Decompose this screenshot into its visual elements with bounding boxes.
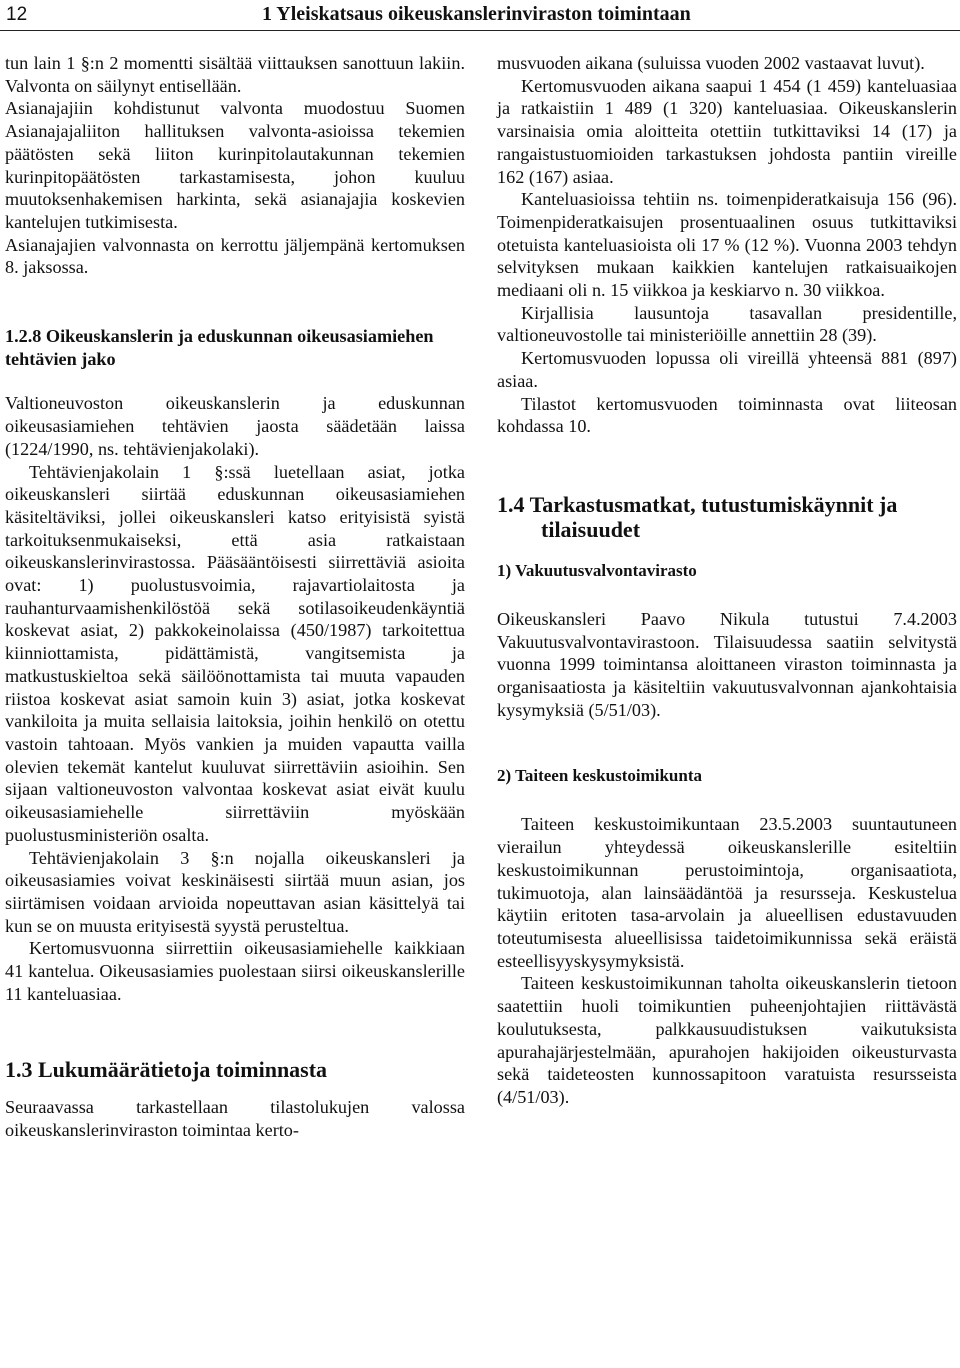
paragraph: Asianajajiin kohdistunut valvonta muodostuu Suomen Asianajajaliiton hallituksen valvonta-asioissa tekemien päätösten sekä liiton kurinpitolautakunnan tekemien kurinpitopäätösten tarkastamisesta, johon kuuluu muutoksenhakemisen harkinta, sekä asianajajia koskevien kantelujen tutkimisesta. — [5, 98, 465, 232]
paragraph: Kertomusvuonna siirrettiin oikeusasiamiehelle kaikkiaan 41 kantelua. Oikeusasiamies puolestaan siirsi oikeuskanslerille 11 kanteluasiaa. — [5, 938, 465, 1004]
paragraph: Kirjallisia lausuntoja tasavallan presidentille, valtioneuvostolle tai ministeriöille annettiin 28 (39). — [497, 302, 957, 346]
paragraph: Tilastot kertomusvuoden toiminnasta ovat liiteosan kohdassa 10. — [497, 393, 957, 437]
paragraph: Seuraavassa tarkastellaan tilastolukujen valossa oikeuskanslerinviraston toimintaa kerto- — [5, 1097, 465, 1141]
page-number: 12 — [6, 4, 28, 25]
subsection-heading-taiteen-keskustoimikunta: 2) Taiteen keskustoimikunta — [497, 766, 702, 786]
right-column — [497, 52, 957, 1109]
subsection-heading-vakuutusvalvontavirasto: 1) Vakuutusvalvontavirasto — [497, 560, 697, 580]
section-heading-1-2-8: 1.2.8 Oikeuskanslerin ja eduskunnan oikeusasiamiehen tehtävien jako — [5, 326, 434, 369]
paragraph: Asianajajien valvonnasta on kerrottu jäljempänä kertomuksen 8. jaksossa. — [5, 234, 465, 278]
page-header — [0, 0, 960, 31]
paragraph: Tehtävienjakolain 3 §:n nojalla oikeuskansleri ja oikeusasiamies voivat keskinäisesti siirtää muun asian, jos siirtämisen voidaan arvioida nopeuttavan asian käsittelyä tai kun se on muusta erityisestä syystä perusteltua. — [5, 847, 465, 936]
paragraph: Taiteen keskustoimikuntaan 23.5.2003 suuntautuneen vierailun yhteydessä oikeuskanslerille esiteltiin keskustoimikunnan perustoimintoja, organisaatiota, tukimuotoja, alan lainsäädäntöä ja resursseja. Keskustelua käytiin eritoten tasa-arvolain ja alueellisen edustavuuden toteutumisesta alueellisissa taidetoimikunnissa sekä eräistä esteellisyyskysymyksistä. — [497, 814, 957, 971]
paragraph: Oikeuskansleri Paavo Nikula tutustui 7.4.2003 Vakuutusvalvontavirastoon. Tilaisuudessa saatiin selvitystä vuonna 1999 toimintansa aloittaneen viraston toiminnasta ja organisaatiosta ja käsiteltiin vakuutusvalvonnan ajankohtaisia kysymyksiä (5/51/03). — [497, 608, 957, 720]
paragraph: Tehtävienjakolain 1 §:ssä luetellaan asiat, jotka oikeuskansleri siirtää eduskunnan oikeusasiamiehen käsiteltäviksi, jollei oikeuskansleri katso erityisistä syistä tarkoituksenmukaiseksi, että asia ratkaistaan oikeuskanslerinvirastossa. Pääsääntöisesti siirrettäviä asioita ovat: 1) puolustusvoimia, rajavartiolaitosta ja rauhanturvaamishenkilöstöä sekä sotilasoikeudenkäyntiä koskevat asiat, 2) pakkokeinolaissa (450/1987) tarkoitettua kiinniottamista, pidättämistä, vangitsemista ja matkustuskieltoa sekä säilöönottamista tai muuta vapauden riistoa koskevat asiat samoin kuin 3) asiat, jotka koskevat vankiloita ja muita sellaisia laitoksia, joihin henkilö on otettu vastoin tahtoaan. Myös vankien ja muiden vapautta vailla olevien tekemät kantelut kuuluvat siirrettäviin asioihin. Sen sijaan valtioneuvoston valvontaa koskevat asiat eivät kuulu oikeusasiamiehelle siirrettäviin myöskään puolustusministeriön osalta. — [5, 461, 465, 845]
section-heading-1-3: 1.3 Lukumäärätietoja toiminnasta — [5, 1057, 328, 1083]
paragraph: Kertomusvuoden aikana saapui 1 454 (1 459) kanteluasiaa ja ratkaistiin 1 489 (1 320) kanteluasiaa. Oikeuskanslerin varsinaisia omia aloitteita otettiin tutkittaviksi 14 (17) ja rangaistustuomioiden tarkastuksen johdosta pantiin vireille 162 (167) asiaa. — [497, 75, 957, 187]
running-title: 1 Yleiskatsaus oikeuskanslerinviraston toimintaan — [262, 3, 691, 25]
left-column — [5, 52, 465, 1142]
paragraph: Valtioneuvoston oikeuskanslerin ja eduskunnan oikeusasiamiehen tehtävien jaosta säädetään laissa (1224/1990, ns. tehtävienjakolaki). — [5, 393, 465, 459]
paragraph: musvuoden aikana (suluissa vuoden 2002 vastaavat luvut). — [497, 53, 925, 73]
paragraph: Kertomusvuoden lopussa oli vireillä yhteensä 881 (897) asiaa. — [497, 348, 957, 391]
paragraph: Taiteen keskustoimikunnan taholta oikeuskanslerin tietoon saatettiin huoli toimikuntien puheenjohtajien riittävästä koulutuksesta, palkkausuudistuksen vaikutuksista apurahajärjestelmään, apurahojen hakijoiden oikeusturvasta sekä taideteosten kunnossapitoon varatuista resursseista (4/51/03). — [497, 973, 957, 1107]
section-heading-1-4: 1.4 Tarkastusmatkat, tutustumiskäynnit ja tilaisuudet — [497, 491, 898, 542]
paragraph: tun lain 1 §:n 2 momentti sisältää viittauksen sanottuun lakiin. Valvonta on säilynyt entisellään. — [5, 53, 465, 96]
paragraph: Kanteluasioissa tehtiin ns. toimenpideratkaisuja 156 (96). Toimenpideratkaisujen prosentuaalinen osuus tutkittaviksi otetuista kanteluasioista oli 17 % (12 %). Vuonna 2003 tehdyn selvityksen mukaan kaikkien kantelujen ratkaisuaikojen mediaani oli n. 15 viikkoa ja keskiarvo n. 30 viikkoa. — [497, 189, 957, 301]
